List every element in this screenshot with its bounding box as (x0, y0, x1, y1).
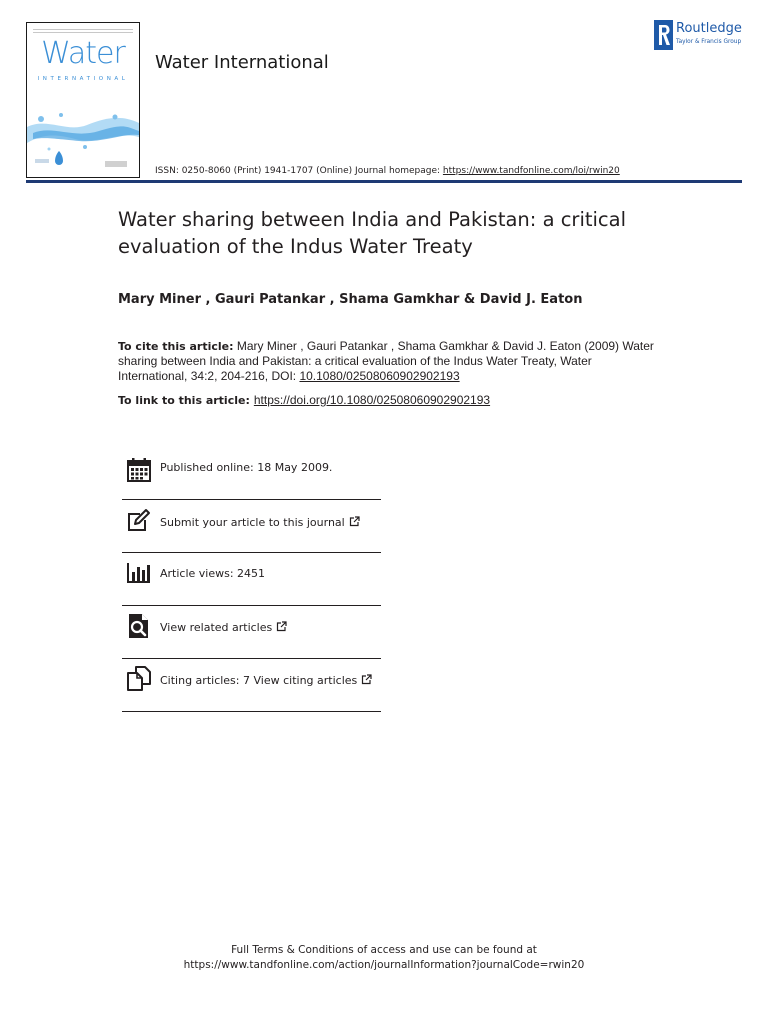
copy-documents-icon (126, 665, 152, 691)
citing-row[interactable] (122, 659, 381, 712)
journal-name: Water International (155, 52, 329, 73)
publisher-logo (654, 20, 754, 52)
routledge-icon (654, 20, 673, 50)
published-date: Published online: 18 May 2009. (160, 461, 333, 474)
submit-row[interactable] (122, 500, 381, 553)
article-authors: Mary Miner , Gauri Patankar , Shama Gamkhar & David J. Eaton (118, 292, 583, 307)
citing-link[interactable] (160, 674, 372, 687)
issn-line (155, 166, 620, 176)
external-link-icon (276, 621, 287, 632)
footer-url[interactable]: https://www.tandfonline.com/action/journalInformation?journalCode=rwin20 (183, 959, 585, 971)
related-link[interactable] (160, 621, 287, 634)
external-link-icon (361, 674, 372, 685)
cite-text: Mary Miner , Gauri Patankar , Shama Gamkhar & David J. Eaton (2009) Water sharing between India and Pakistan: a critical evaluation of the Indus Water Treaty, Water International, 34:2, 204-216, DOI: (118, 339, 654, 383)
article-title: Water sharing between India and Pakistan: a critical evaluation of the Indus Water Treaty (118, 208, 627, 258)
journal-homepage-link[interactable]: https://www.tandfonline.com/loi/rwin20 (442, 166, 620, 176)
article-doi-url[interactable]: https://doi.org/10.1080/02508060902902193 (253, 393, 491, 407)
cover-subtitle: INTERNATIONAL (37, 76, 129, 82)
cover-title: Water (41, 36, 125, 71)
footer-terms: Full Terms & Conditions of access and use can be found at (231, 944, 537, 956)
doi-link[interactable]: 10.1080/02508060902902193 (299, 369, 460, 383)
views-row (122, 553, 381, 606)
water-splash-image (27, 89, 139, 175)
related-label[interactable]: View related articles (160, 621, 273, 634)
article-link-row (118, 393, 490, 407)
submit-link[interactable] (160, 516, 360, 529)
edit-icon (126, 508, 152, 534)
submit-label[interactable]: Submit your article to this journal (160, 516, 345, 529)
journal-cover (26, 22, 140, 178)
link-label: To link to this article: (118, 394, 250, 407)
citing-label[interactable]: Citing articles: 7 View citing articles (160, 674, 358, 687)
issn-text: ISSN: 0250-8060 (Print) 1941-1707 (Online) Journal homepage: (155, 166, 443, 176)
published-row (122, 447, 381, 500)
bar-chart-icon (126, 560, 152, 586)
article-views: Article views: 2451 (160, 567, 266, 580)
cover-header-line (33, 29, 133, 33)
publisher-group: Taylor & Francis Group (676, 39, 742, 45)
cite-label: To cite this article: (118, 340, 234, 353)
calendar-icon (126, 457, 152, 483)
citation-block (118, 339, 658, 384)
related-row[interactable] (122, 606, 381, 659)
external-link-icon (349, 516, 360, 527)
document-search-icon (126, 613, 152, 639)
footer (0, 943, 768, 973)
publisher-name: Routledge (676, 21, 742, 36)
header-rule (26, 180, 742, 183)
